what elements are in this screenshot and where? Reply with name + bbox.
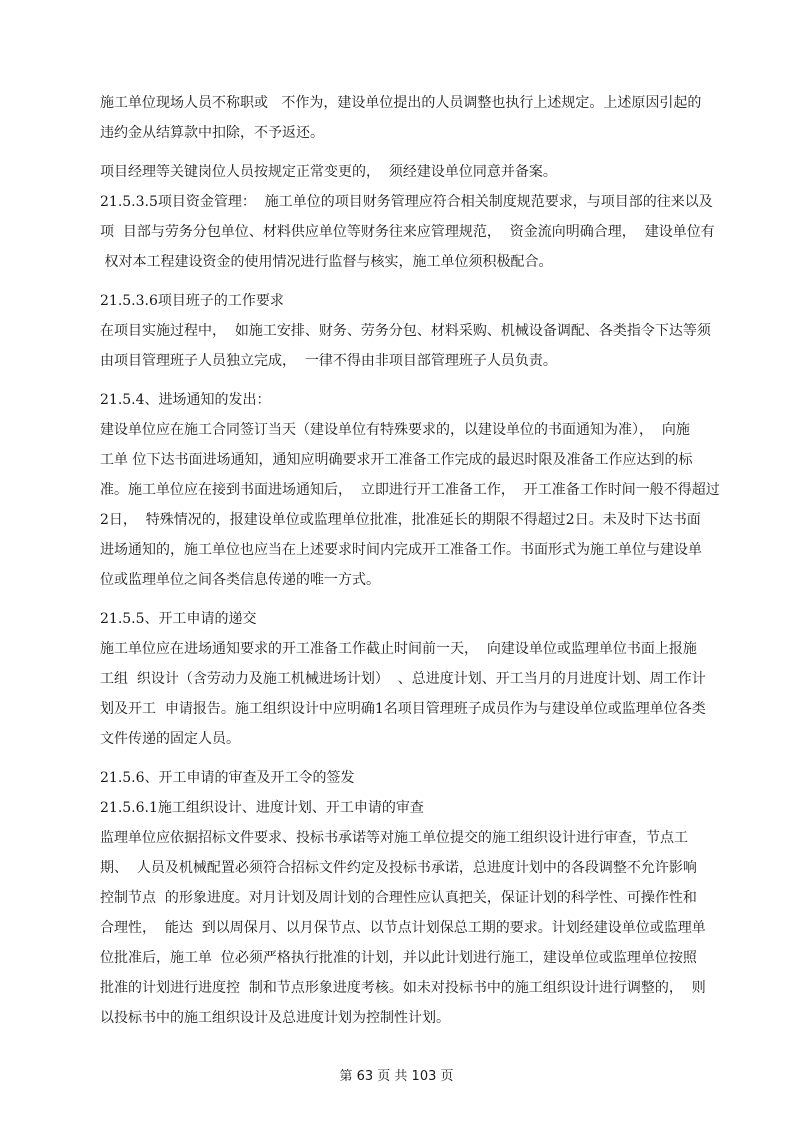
paragraph-6 [100,604,706,754]
paragraph-1 [100,88,702,148]
text-line: 位或监理单位之间各类信息传递的唯一方式。 [100,572,380,588]
text-line: 权对本工程建设资金的使用情况进行监督与核实，施工单位须积极配合。 [100,254,553,270]
paragraph-3 [100,187,715,277]
text-line: 监理单位应依据招标文件要求、投标书承诺等对施工单位提交的施工组织设计进行审查，节点工 [100,830,688,846]
paragraph-5 [100,385,720,595]
text-line: 在项目实施过程中， 如施工安排、财务、劳务分包、材料采购、机械设备调配、各类指令下达等须 [100,323,711,339]
page-number-footer: 第 63 页 共 103 页 [339,1069,454,1084]
text-line: 划及开工 申请报告。施工组织设计中应明确1名项目管理班子成员作为与建设单位或监理单位各类 [100,701,706,717]
text-line: 进场通知的，施工单位也应当在上述要求时间内完成开工准备工作。书面形式为施工单位与建设单 [100,542,702,558]
text-line: 违约金从结算款中扣除，不予返还。 [100,125,324,141]
text-line: 建设单位应在施工合同签订当天（建设单位有特殊要求的，以建设单位的书面通知为准）， 向施 [100,422,690,438]
section-heading: 21.5.6、开工申请的审查及开工令的签发 [100,770,355,786]
section-heading: 21.5.4、进场通知的发出： [100,392,271,408]
subsection-heading: 21.5.6.1施工组织设计、进度计划、开工申请的审查 [100,800,424,816]
section-heading: 21.5.5、开工申请的递交 [100,611,257,627]
text-line: 由项目管理班子人员独立完成， 一律不得由非项目部管理班子人员负责。 [100,353,557,369]
paragraph-4 [100,286,711,376]
text-line: 合理性， 能达 到以周保月、以月保节点、以节点计划保总工期的要求。计划经建设单位或监理单 [100,920,706,936]
text-line: 批准的计划进行进度控 制和节点形象进度考核。如未对投标书中的施工组织设计进行调整的， 则 [100,980,706,996]
paragraph-7 [100,763,706,1033]
text-line: 以投标书中的施工组织设计及总进度计划为控制性计划。 [100,1010,450,1026]
text-line: 控制节点 的形象进度。对月计划及周计划的合理性应认真把关，保证计划的科学性、可操作性和 [100,890,697,906]
text-line: 期、 人员及机械配置必须符合招标文件约定及投标书承诺，总进度计划中的各段调整不允许影响 [100,860,697,876]
paragraph-2 [100,157,698,187]
text-line: 项 目部与劳务分包单位、材料供应单位等财务往来应管理规范， 资金流向明确合理， 建设单位有 [100,224,715,240]
text-line: 21.5.3.5项目资金管理： 施工单位的项目财务管理应符合相关制度规范要求，与项目部的往来以及 [100,194,713,210]
text-line: 施工单位现场人员不称职或 不作为，建设单位提出的人员调整也执行上述规定。上述原因引起的 [100,95,702,111]
text-line: 项目经理等关键岗位人员按规定正常变更的， 须经建设单位同意并备案。 [100,164,557,180]
text-line: 工组 织设计（含劳动力及施工机械进场计划） 、总进度计划、开工当月的月进度计划、周工作计 [100,671,706,687]
document-body [100,88,720,1033]
text-line: 准。施工单位应在接到书面进场通知后， 立即进行开工准备工作， 开工准备工作时间一般不得超过 [100,482,720,498]
text-line: 2日， 特殊情况的，报建设单位或监理单位批准，批准延长的期限不得超过2日。未及时下达书面 [100,512,701,528]
text-line: 位批准后，施工单 位必须严格执行批准的计划，并以此计划进行施工，建设单位或监理单位按照 [100,950,697,966]
text-line: 工单 位下达书面进场通知，通知应明确要求开工准备工作完成的最迟时限及准备工作应达到的标 [100,452,693,468]
text-line: 施工单位应在进场通知要求的开工准备工作截止时间前一天， 向建设单位或监理单位书面上报施 [100,641,697,657]
text-line: 文件传递的固定人员。 [100,731,240,747]
section-heading: 21.5.3.6项目班子的工作要求 [100,293,284,309]
